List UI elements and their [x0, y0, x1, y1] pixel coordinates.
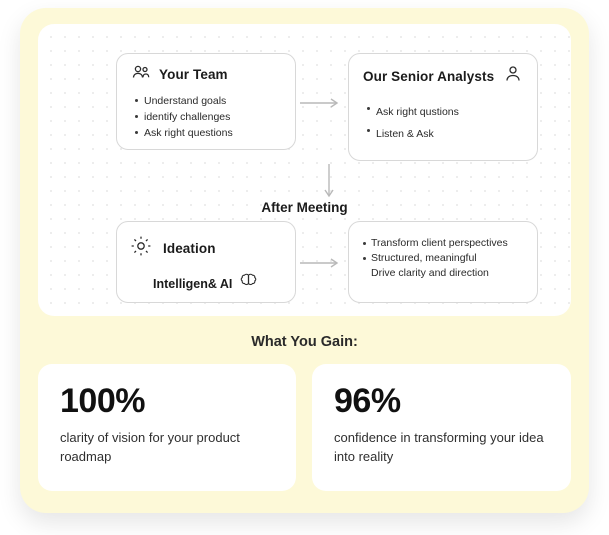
list-item: Listen & Ask	[365, 123, 537, 145]
arrow-ideation-to-outcome-icon	[300, 256, 344, 268]
box-your-team-bullets	[117, 85, 295, 141]
stat-card-clarity	[38, 364, 296, 491]
box-your-team-header	[117, 54, 295, 85]
list-item: Understand goals	[133, 93, 295, 109]
box-ideation-title: Ideation	[163, 241, 216, 256]
box-ideation-subtitle: Intelligen& AI	[153, 276, 233, 291]
arrow-down-icon	[323, 164, 335, 202]
box-senior-analysts-title: Our Senior Analysts	[363, 68, 495, 84]
person-icon	[505, 65, 521, 87]
stat-value: 96%	[334, 382, 401, 420]
list-item: Transform client perspectives	[361, 236, 537, 251]
box-outcomes-bullets	[349, 222, 537, 281]
gear-icon	[129, 234, 153, 263]
what-you-gain-title: What You Gain:	[251, 334, 358, 350]
after-meeting-label: After Meeting	[261, 200, 348, 215]
stat-card-confidence	[312, 364, 571, 491]
info-card	[20, 8, 589, 513]
list-item: Ask right questions	[133, 125, 295, 141]
box-senior-analysts-bullets	[349, 87, 537, 145]
brain-icon	[239, 272, 258, 295]
box-your-team	[116, 53, 296, 150]
list-item: Structured, meaningful	[361, 251, 537, 266]
stat-value: 100%	[60, 382, 145, 420]
box-ideation	[116, 221, 296, 303]
box-your-team-title: Your Team	[159, 67, 228, 82]
list-item: Drive clarity and direction	[371, 267, 489, 279]
arrow-team-to-analysts-icon	[300, 96, 344, 108]
list-item: Ask right qustions	[365, 101, 537, 123]
list-item: identify challenges	[133, 109, 295, 125]
box-senior-analysts	[348, 53, 538, 161]
stat-description: clarity of vision for your product roadmap	[60, 430, 240, 464]
stat-description: confidence in transforming your idea into reality	[334, 430, 544, 464]
box-outcomes	[348, 221, 538, 303]
box-ideation-header	[117, 222, 295, 263]
box-senior-analysts-header	[349, 54, 537, 87]
box-ideation-subline	[117, 263, 295, 295]
people-icon	[131, 64, 151, 85]
diagram-panel	[38, 24, 571, 316]
